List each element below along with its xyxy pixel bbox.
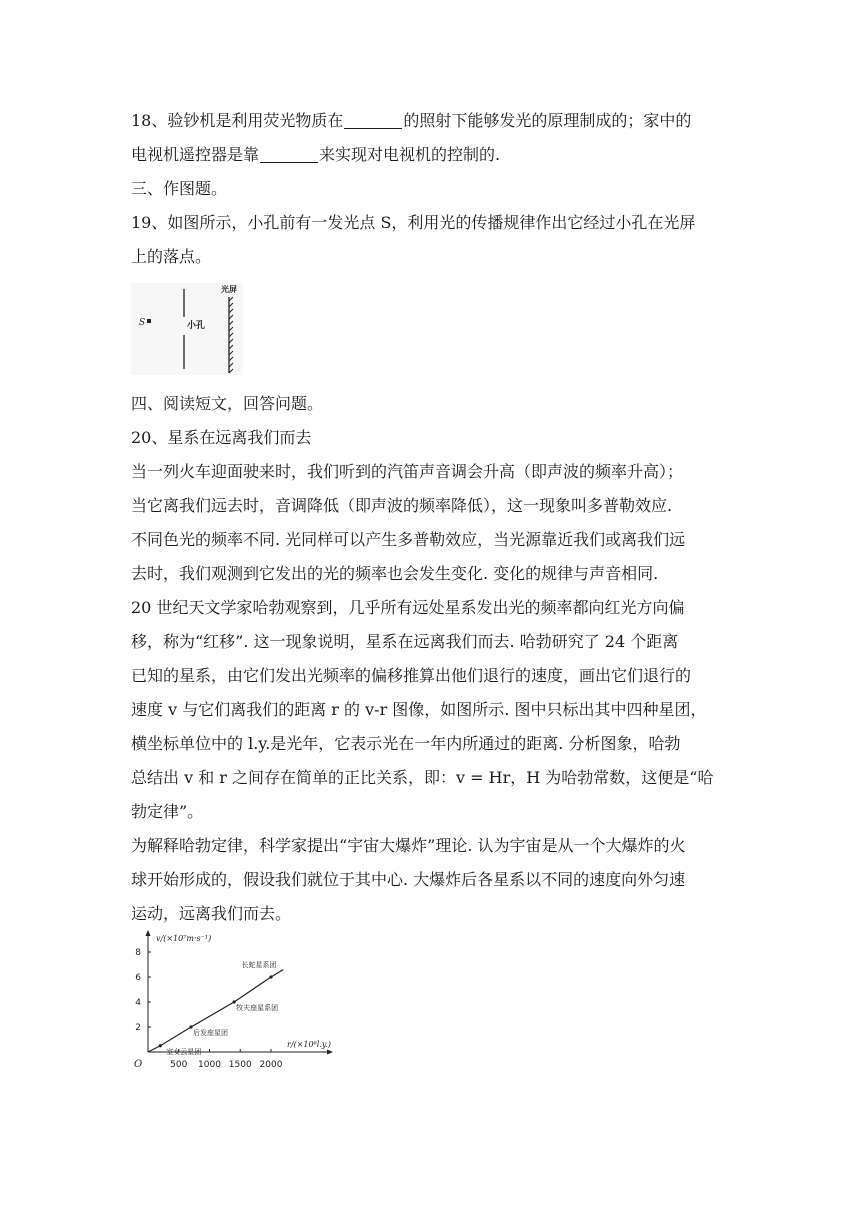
- q18-text-d: 来实现对电视机的控制的.: [319, 145, 501, 164]
- q20-line: 横坐标单位中的 l.y.是光年，它表示光在一年内所通过的距离. 分析图象，哈勃: [131, 734, 681, 753]
- q20-line: 20 世纪天文学家哈勃观察到，几乎所有远处星系发出光的频率都向红光方向偏: [131, 598, 685, 617]
- cluster-label: 后发座星团: [193, 1029, 229, 1037]
- light-source-dot: [147, 319, 151, 323]
- q20-line: 速度 v 与它们离我们的距离 r 的 v-r 图像，如图所示. 图中只标出其中四种星团，: [131, 700, 707, 719]
- q18-text-b: 的照射下能够发光的原理制成的；家中的: [403, 111, 692, 130]
- x-tick-label: 1500: [228, 1060, 252, 1070]
- chart-marks: [134, 934, 331, 1070]
- x-tick-label: 1000: [198, 1060, 221, 1070]
- q19-line-1: 19、如图所示，小孔前有一发光点 S，利用光的传播规律作出它经过小孔在光屏: [131, 213, 696, 232]
- q20-line: 当它离我们远去时，音调降低（即声波的频率降低），这一现象叫多普勒效应.: [131, 496, 673, 515]
- q20-line: 已知的星系，由它们发出光频率的偏移推算出他们退行的速度，画出它们退行的: [131, 666, 692, 685]
- q20-line: 总结出 v 和 r 之间存在简单的正比关系，即：v = Hr，H 为哈勃常数，这便是“哈: [131, 768, 714, 787]
- source-label: S: [139, 318, 146, 328]
- hole-label: 小孔: [187, 321, 206, 331]
- y-tick-label: 6: [135, 973, 141, 983]
- y-tick-label: 8: [135, 948, 141, 958]
- x-tick-label: 500: [170, 1060, 188, 1070]
- q20-line: 去时，我们观测到它发出的光的频率也会发生变化. 变化的规律与声音相同.: [131, 564, 659, 583]
- y-tick-label: 2: [135, 1023, 141, 1033]
- q18-line-1: [131, 109, 731, 133]
- answer-blank-1[interactable]: [344, 112, 402, 129]
- data-point: [159, 1044, 162, 1047]
- q18-text-a: 18、验钞机是利用荧光物质在: [131, 111, 344, 130]
- screen-label: 光屏: [221, 285, 237, 294]
- q20-title: 20、星系在远离我们而去: [131, 428, 312, 447]
- cluster-label: 室女云星团: [166, 1047, 202, 1056]
- q20-line: 勃定律”。: [131, 802, 204, 821]
- data-point: [269, 975, 272, 978]
- x-tick-label: 2000: [259, 1060, 283, 1070]
- section-heading-4: 四、阅读短文，回答问题。: [131, 394, 324, 413]
- x-axis-label: r/(×10⁶l.y.): [287, 1040, 331, 1049]
- cluster-label: 长蛇星系团: [241, 961, 277, 969]
- q20-line: 当一列火车迎面驶来时，我们听到的汽笛声音调会升高（即声波的频率升高）；: [131, 462, 684, 481]
- q19-line-2: 上的落点。: [131, 247, 212, 266]
- cluster-label: 牧夫座星系团: [236, 1004, 279, 1012]
- y-tick-label: 4: [135, 998, 141, 1008]
- pinhole-figure: [131, 283, 243, 375]
- chart-axes: [146, 930, 334, 1055]
- q20-line: 为解释哈勃定律，科学家提出“宇宙大爆炸”理论. 认为宇宙是从一个大爆炸的火: [131, 836, 686, 855]
- q18-line-2: [131, 143, 731, 167]
- answer-blank-2[interactable]: [260, 146, 318, 163]
- q20-line: 不同色光的频率不同. 光同样可以产生多普勒效应，当光源靠近我们或离我们远: [131, 530, 686, 549]
- q18-text-c: 电视机遥控器是靠: [131, 145, 260, 164]
- q20-line: 球开始形成的，假设我们就位于其中心. 大爆炸后各星系以不同的速度向外匀速: [131, 870, 686, 889]
- q20-line: 运动，远离我们而去。: [131, 904, 292, 923]
- section-heading-3: 三、作图题。: [131, 179, 228, 198]
- origin-label: O: [134, 1059, 143, 1070]
- x-axis-arrow: [327, 1050, 333, 1055]
- hubble-chart: [131, 928, 336, 1074]
- y-axis-label: v/(×10⁷m·s⁻¹): [156, 934, 212, 943]
- q20-line: 移，称为“红移”. 这一现象说明，星系在远离我们而去. 哈勃研究了 24 个距离: [131, 632, 679, 651]
- y-axis-arrow: [146, 930, 151, 936]
